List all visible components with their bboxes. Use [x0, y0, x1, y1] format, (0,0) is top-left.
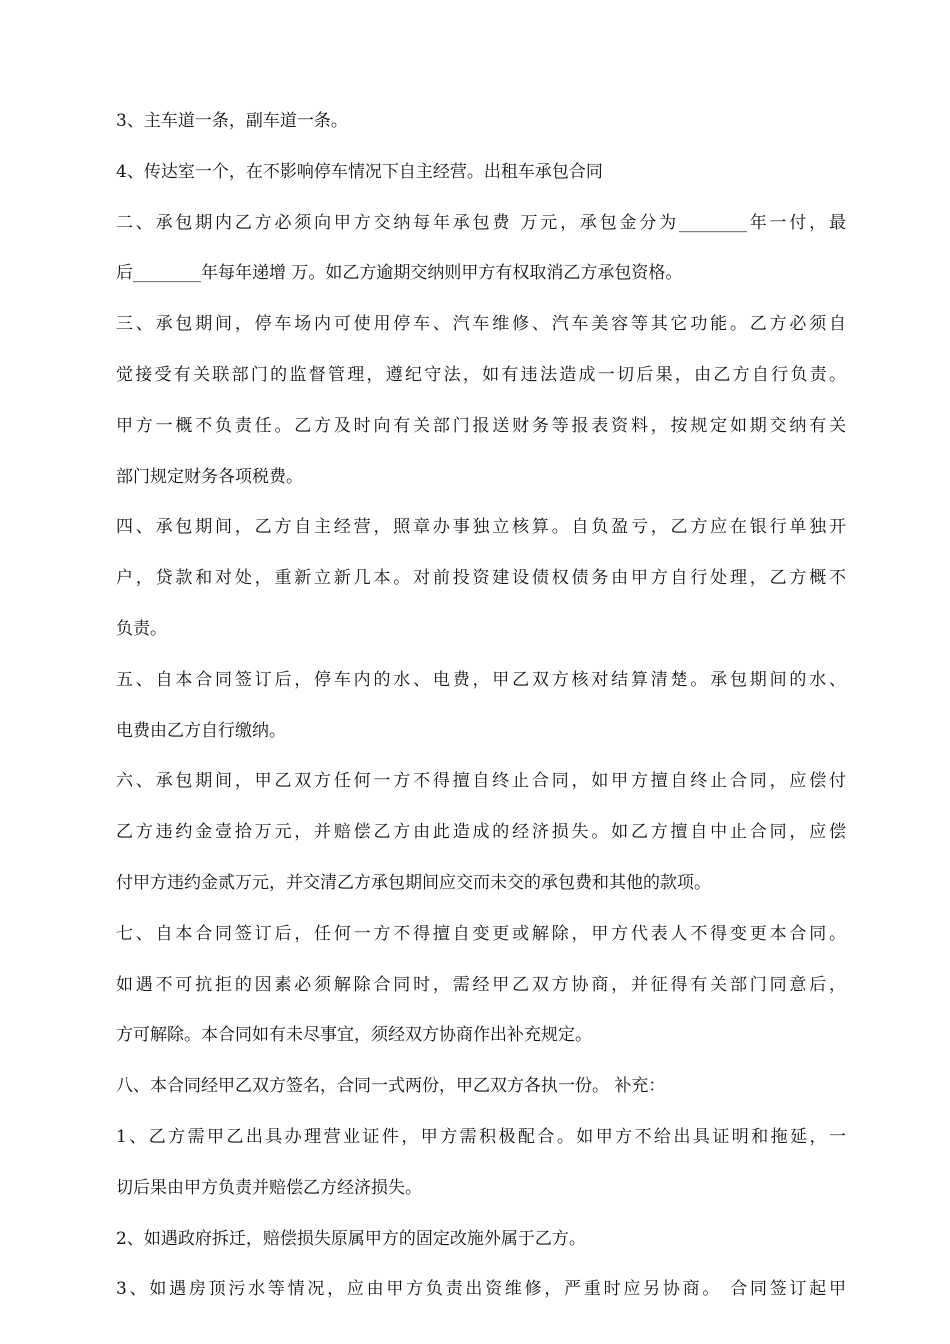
text-line: 切后果由甲方负责并赔偿乙方经济损失。: [116, 1177, 422, 1198]
text-line: 3、主车道一条，副车道一条。: [116, 111, 348, 131]
text-line: 4、传达室一个，在不影响停车情况下自主经营。出租车承包合同: [116, 161, 603, 182]
text-line: 部门规定财务各项税费。: [116, 466, 303, 487]
text-line: 六、承包期间，甲乙双方任何一方不得擅自终止合同，如甲方擅自终止合同，应偿付: [116, 771, 846, 792]
text-line: 负责。: [116, 618, 167, 639]
text-line: 甲方一概不负责任。乙方及时向有关部门报送财务等报表资料，按规定如期交纳有关: [116, 415, 846, 436]
text-line: 户，贷款和对处，重新立新几本。对前投资建设债权债务由甲方自行处理，乙方概不: [116, 568, 846, 589]
text-line: 电费由乙方自行缴纳。: [116, 720, 286, 741]
text-line: 三、承包期间，停车场内可使用停车、汽车维修、汽车美容等其它功能。乙方必须自: [116, 314, 846, 335]
text-line: 二、承包期内乙方必须向甲方交纳每年承包费 万元，承包金分为________年一付，最: [116, 212, 846, 233]
contract-text: [116, 96, 846, 1315]
text-line: 八、本合同经甲乙双方签名，合同一式两份，甲乙双方各执一份。 补充：: [116, 1076, 666, 1097]
text-line: 如遇不可抗拒的因素必须解除合同时，需经甲乙双方协商，并征得有关部门同意后，: [116, 974, 846, 995]
text-line: 觉接受有关联部门的监督管理，遵纪守法，如有违法造成一切后果，由乙方自行负责。: [116, 364, 846, 385]
text-line: 方可解除。本合同如有未尽事宜，须经双方协商作出补充规定。: [116, 1025, 592, 1046]
text-line: 2、如遇政府拆迁，赔偿损失原属甲方的固定改施外属于乙方。: [116, 1228, 586, 1249]
text-line: 1、乙方需甲乙出具办理营业证件，甲方需积极配合。如甲方不给出具证明和拖延，一: [116, 1126, 846, 1147]
text-line: 3、如遇房顶污水等情况，应由甲方负责出资维修，严重时应另协商。 合同签订起甲: [116, 1279, 846, 1300]
text-line: 付甲方违约金贰万元，并交清乙方承包期间应交而未交的承包费和其他的款项。: [116, 872, 711, 893]
text-line: 后________年每年递增 万。如乙方逾期交纳则甲方有权取消乙方承包资格。: [116, 263, 683, 284]
text-line: 乙方违约金壹拾万元，并赔偿乙方由此造成的经济损失。如乙方擅自中止合同，应偿: [116, 822, 846, 843]
text-line: 七、自本合同签订后，任何一方不得擅自变更或解除，甲方代表人不得变更本合同。: [116, 923, 846, 944]
text-line: 四、承包期间，乙方自主经营，照章办事独立核算。自负盈亏，乙方应在银行单独开: [116, 517, 846, 538]
text-line: 五、自本合同签订后，停车内的水、电费，甲乙双方核对结算清楚。承包期间的水、: [116, 669, 846, 690]
